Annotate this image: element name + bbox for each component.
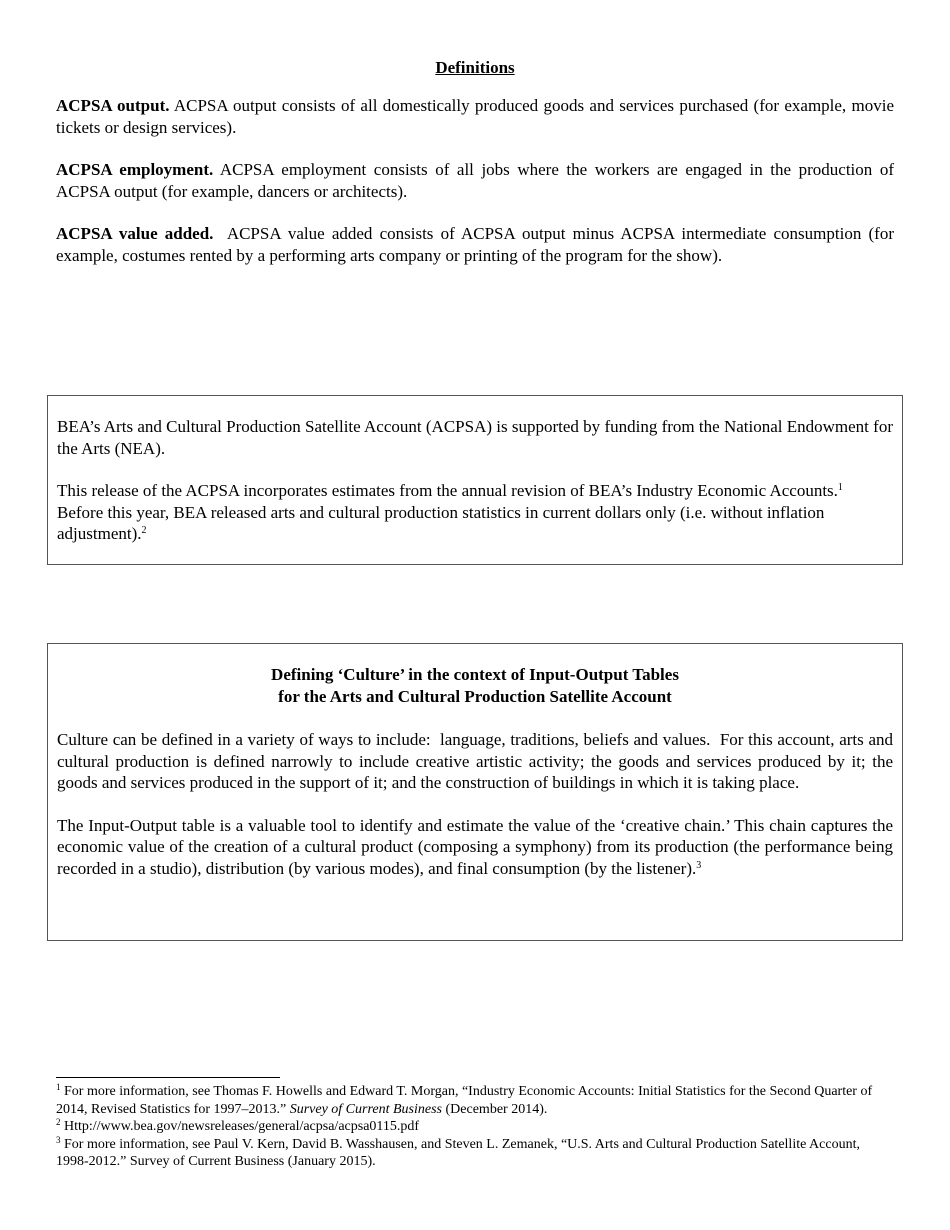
io-table-paragraph — [57, 815, 893, 880]
footnote-divider — [56, 1077, 280, 1078]
footnote-number: 2 — [56, 1117, 61, 1127]
footnote-link[interactable]: Http://www.bea.gov/newsreleases/general/acpsa/acpsa0115.pdf — [60, 1119, 420, 1134]
definition-term: ACPSA output. — [56, 96, 170, 115]
footnote-number: 1 — [56, 1082, 61, 1092]
release-paragraph — [57, 480, 893, 545]
definition-term: ACPSA employment. — [56, 160, 214, 179]
footnote-number: 3 — [56, 1134, 61, 1145]
release-text-b: Before this year, BEA released arts and cultural production statistics in current dollars only (i.e. without inflation adjustment). — [57, 502, 825, 543]
release-text-a: This release of the ACPSA incorporates estimates from the annual revision of BEA’s Industry Economic Accounts. — [57, 481, 838, 500]
footnote-1 — [56, 1083, 896, 1118]
footnote-tail: (December 2014). — [442, 1101, 548, 1117]
footnotes — [56, 1083, 896, 1171]
culture-box — [47, 643, 903, 941]
culture-heading — [57, 664, 893, 708]
definition-employment — [56, 159, 894, 202]
culture-heading-line2: for the Arts and Cultural Production Satellite Account — [278, 687, 672, 706]
footnote-ref-3[interactable]: 3 — [696, 859, 702, 871]
definition-text: ACPSA value added consists of ACPSA output minus ACPSA intermediate consumption (for example, costumes rented by a performing arts company or printing of the program for the show). — [56, 224, 899, 265]
definition-text: ACPSA output consists of all domestically produced goods and services purchased (for example, movie tickets or design services). — [56, 96, 894, 137]
footnote-text: For more information, see Paul V. Kern, David B. Wasshausen, and Steven L. Zemanek, “U.S. Arts and Cultural Production Satellite Account, 1998-2012.” Survey of Current Business (January 2015). — [56, 1136, 860, 1169]
definition-output — [56, 95, 894, 138]
footnote-3 — [56, 1136, 896, 1171]
footnote-journal: Survey of Current Business — [289, 1101, 443, 1117]
footnote-text: For more information, see Thomas F. Howells and Edward T. Morgan, “Industry Economic Accounts: Initial Statistics for the Second Quarter of 2014, Revised Statistics for 1997–2013.” — [56, 1084, 873, 1117]
page-title: Definitions — [435, 58, 515, 77]
footnote-2 — [56, 1118, 896, 1136]
footnote-ref-2[interactable]: 2 — [141, 525, 147, 536]
definition-text: ACPSA employment consists of all jobs where the workers are engaged in the production of ACPSA output (for example, dancers or architects). — [56, 160, 894, 201]
funding-paragraph: BEA’s Arts and Cultural Production Satellite Account (ACPSA) is supported by funding from the National Endowment for the Arts (NEA). — [57, 417, 893, 458]
funding-box — [47, 395, 903, 565]
footnote-ref-1[interactable]: 1 — [837, 482, 843, 493]
culture-paragraph: Culture can be defined in a variety of ways to include: language, traditions, beliefs and values. For this account, arts and cultural production is defined narrowly to include creative artistic activity; the goods and services produced by it; the goods and services produced in the support of it; and the construction of buildings in which it is taking place. — [57, 730, 898, 792]
definition-term: ACPSA value added. — [56, 224, 214, 243]
io-table-text: The Input-Output table is a valuable tool to identify and estimate the value of the ‘creative chain.’ This chain captures the economic value of the creation of a cultural product (composing a symphony) from its production (the performance being recorded in a studio), distribution (by various modes), and final consumption (by the listener). — [57, 815, 893, 878]
definition-value-added — [56, 223, 899, 266]
culture-heading-line1: Defining ‘Culture’ in the context of Input-Output Tables — [271, 665, 679, 684]
